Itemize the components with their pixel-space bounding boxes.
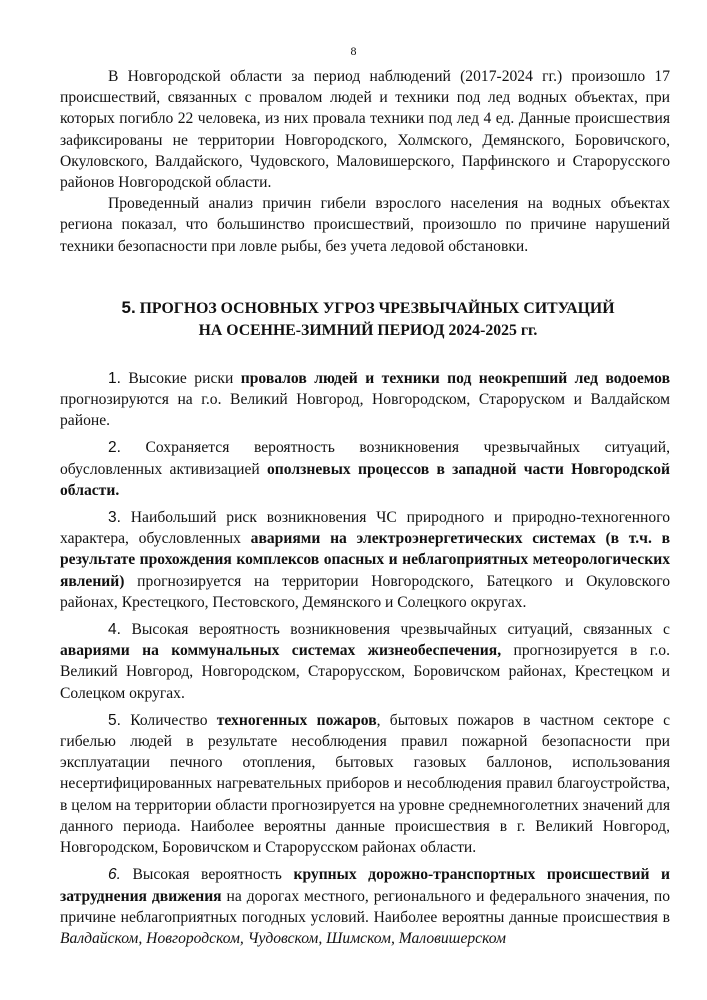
section-number: 5.	[121, 297, 136, 317]
item-highlight: провалов людей и техники под неокрепший лед водоемов	[240, 369, 670, 387]
item-italic-regions: Валдайском, Новгородском, Чудовском, Шимском, Маловишерском	[60, 929, 506, 947]
intro-paragraph-2: Проведенный анализ причин гибели взрослого населения на водных объектах региона показал, что большинство происшествий, произошло по причине нарушений техники безопасности при ловле рыбы, без учета ледовой обстановки.	[60, 195, 670, 255]
forecast-item-4: 4. Высокая вероятность возникновения чрезвычайных ситуаций, связанных с авариями на коммунальных системах жизнеобеспечения, прогнозируется в г.о. Великий Новгород, Новгородском, Старорусском, Боровичском районах, Крестецком и Солецком округах.	[60, 621, 670, 702]
item-number: 6.	[108, 866, 121, 884]
item-highlight: оползневых процессов в западной части Новгородской области.	[60, 460, 670, 499]
forecast-item-5: 5. Количество техногенных пожаров, бытовых пожаров в частном секторе с гибелью людей в результате несоблюдения правил пожарной безопасности при эксплуатации печного отопления, бытовых газовых баллонов, использования несертифицированных нагревательных приборов и несоблюдения правил благоустройства, в целом на территории области прогнозируется на уровне среднемноголетних значений для данного периода. Наиболее вероятны данные происшествия в г. Великий Новгород, Новгородском, Боровичском и Старорусском районах области.	[60, 711, 670, 857]
item-highlight: крупных дорожно-транспортных происшествий и затруднения движения	[60, 866, 670, 905]
section-heading	[60, 297, 670, 342]
section-title-line-1: ПРОГНОЗ ОСНОВНЫХ УГРОЗ ЧРЕЗВЫЧАЙНЫХ СИТУАЦИЙ	[139, 299, 615, 317]
item-number: 1.	[108, 369, 121, 387]
item-number: 3.	[108, 509, 121, 527]
forecast-item-2: 2. Сохраняется вероятность возникновения чрезвычайных ситуаций, обусловленных активизацией оползневых процессов в западной части Новгородской области.	[60, 439, 670, 499]
item-number: 5.	[108, 711, 121, 729]
forecast-item-6: 6. Высокая вероятность крупных дорожно-транспортных происшествий и затруднения движения на дорогах местного, регионального и федерального значения, по причине неблагоприятных погодных условий. Наиболее вероятны данные происшествия в Валдайском, Новгородском, Чудовском, Шимском, Маловишерском	[60, 866, 670, 947]
forecast-item-3: 3. Наибольший риск возникновения ЧС природного и природно-техногенного характера, обусловленных авариями на электроэнергетических системах (в т.ч. в результате прохождения комплексов опасных и неблагоприятных метеорологических явлений) прогнозируется на территории Новгородского, Батецкого и Окуловского районах, Крестецкого, Пестовского, Демянского и Солецкого округах.	[60, 509, 671, 611]
section-title-line-2: НА ОСЕННЕ-ЗИМНИЙ ПЕРИОД 2024-2025 гг.	[198, 321, 538, 339]
item-highlight: авариями на коммунальных системах жизнеобеспечения,	[60, 642, 502, 660]
forecast-item-1: 1. Высокие риски провалов людей и техники под неокрепший лед водоемов прогнозируются на г.о. Великий Новгород, Новгородском, Староруском и Валдайском районе.	[60, 369, 670, 430]
intro-paragraph-1: В Новгородской области за период наблюдений (2017-2024 гг.) произошло 17 происшествий, связанных с провалом людей и техники под лед водных объектах, при которых погибло 22 человека, из них провала техники под лед 4 ед. Данные происшествия зафиксированы не территории Новгородского, Холмского, Демянского, Боровичского, Окуловского, Валдайского, Чудовского, Маловишерского, Парфинского и Старорусского районов Новгородской области.	[60, 68, 670, 192]
document-body	[60, 66, 670, 955]
page-number: 8	[350, 44, 357, 58]
item-number: 2.	[108, 439, 121, 457]
item-highlight: авариями на электроэнергетических системах (в т.ч. в результате прохождения комплексов опасных и неблагоприятных метеорологических явлений)	[60, 530, 670, 590]
item-number: 4.	[108, 621, 121, 639]
item-highlight: техногенных пожаров	[216, 711, 377, 729]
